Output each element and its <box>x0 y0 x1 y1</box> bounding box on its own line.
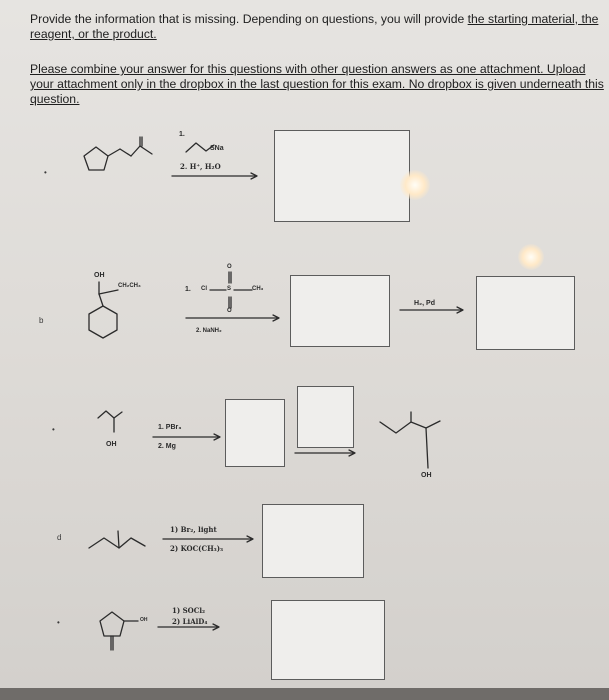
reagent-b-hydrogenation: H₂, Pd <box>414 300 435 307</box>
problem-marker-e: • <box>57 618 60 627</box>
reagent-b-o-top: O <box>227 264 232 270</box>
light-glare <box>518 244 544 270</box>
problem-marker-b: b <box>39 316 44 325</box>
light-glare <box>400 170 430 200</box>
instruction-paragraph-2: Please combine your answer for this questions with other question answers as one attachment. Upload your attachment only in the dropbox in the last question for this exam. No dropbox is given underneath this question. <box>30 62 604 106</box>
cyclopentyl-methanol-structure <box>100 612 138 650</box>
reagent-d-step2: 2) KOC(CH₃)₃ <box>170 544 224 553</box>
reagent-e-step1: 1) SOCl₂ <box>172 606 206 615</box>
reagent-b-s: S <box>227 286 232 292</box>
cyclopentyl-ketone-structure <box>84 137 152 170</box>
ethyl-substituent-label: CH₂CH₃ <box>118 283 141 289</box>
alcohol-c-product-structure <box>380 412 440 468</box>
reagent-b-step2: 2. NaNH₂ <box>196 328 222 334</box>
problem-marker-a: • <box>44 168 47 177</box>
reagent-d-step1: 1) Br₂, light <box>170 525 217 534</box>
instruction-text: Provide the information that is missing. Depending on questions, you will provide <box>30 12 468 26</box>
reagent-a-step1: 1. <box>179 131 185 138</box>
cyclohexanol-oh-label: OH <box>94 272 105 279</box>
reagent-c-step1: 1. PBr₃ <box>158 424 182 431</box>
alkane-d-structure <box>89 538 145 548</box>
instruction-underlined-text: the starting material, the reagent, or the product. <box>30 12 599 41</box>
reagent-a-step2: 2. H⁺, H₂O <box>180 162 221 171</box>
reagent-b-o-bottom: O <box>227 308 232 314</box>
reagent-b-step1: 1. <box>185 286 191 293</box>
reagent-c-step2: 2. Mg <box>158 443 176 450</box>
reagent-e-step2: 2) LiAlD₄ <box>172 617 208 626</box>
product-c-oh-label: OH <box>421 472 432 479</box>
reagent-b-cl: Cl <box>201 286 207 292</box>
problem-marker-c: • <box>52 425 55 434</box>
reagent-b-ch3: CH₃ <box>252 286 264 292</box>
alcohol-c-structure <box>98 411 122 418</box>
cyclohexanol-structure <box>89 282 118 338</box>
problem-marker-d: d <box>57 533 62 542</box>
alcohol-c-oh-label: OH <box>106 441 117 448</box>
alcohol-e-oh-label: OH <box>140 617 148 623</box>
reagent-a-sna: SNa <box>210 145 224 152</box>
